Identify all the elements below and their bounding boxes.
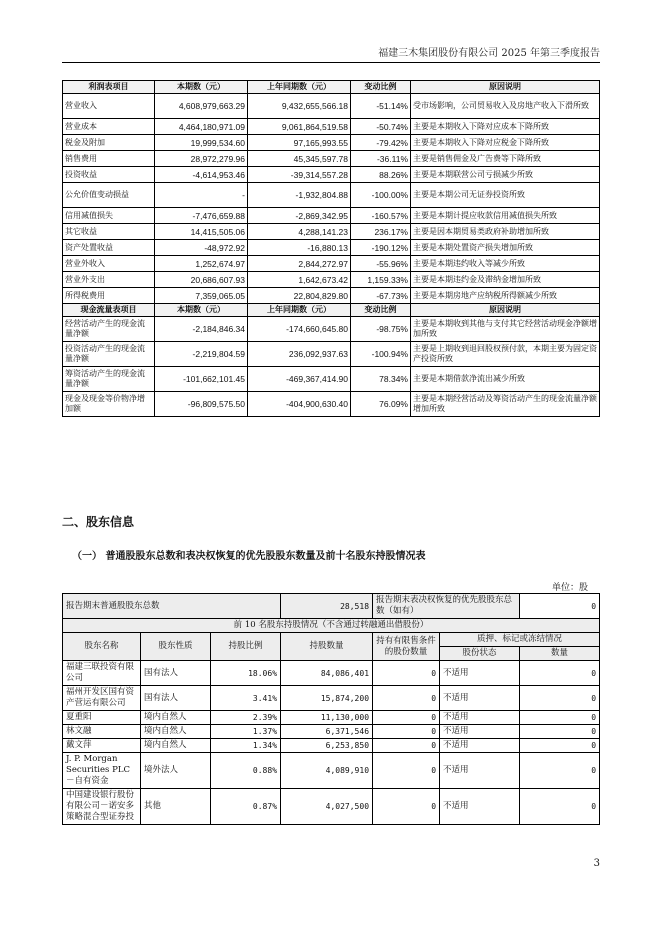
income-row: [63, 224, 600, 240]
restricted-shares: 0: [373, 725, 440, 739]
shareholder-row: [63, 711, 600, 725]
holding-quantity: 11,130,000: [281, 711, 373, 725]
col-header-ratio: 持股比例: [211, 633, 281, 661]
cashflow-header-cell: 本期数（元）: [155, 304, 248, 317]
income-header-cell: 上年同期数（元）: [248, 81, 351, 94]
income-current-amount: 19,999,534.60: [155, 135, 248, 151]
cashflow-prior-amount: -404,900,630.40: [248, 392, 351, 417]
section-title: 二、股东信息: [62, 515, 135, 529]
income-reason: 主要是本期收入下降对应税金下降所致: [411, 135, 600, 151]
pledge-quantity: 0: [520, 661, 600, 686]
cashflow-header-row: [63, 304, 600, 317]
preferred-shareholders-value: 0: [520, 594, 600, 619]
col-header-pledge: 质押、标记或冻结情况: [440, 633, 600, 647]
income-row: [63, 256, 600, 272]
income-change-ratio: -160.57%: [351, 208, 411, 224]
pledge-status: 不适用: [440, 686, 520, 711]
income-reason: 主要是本期联营公司亏损减少所致: [411, 167, 600, 183]
income-current-amount: -: [155, 183, 248, 208]
income-current-amount: 20,686,607.93: [155, 272, 248, 288]
income-item-name: 税金及附加: [63, 135, 155, 151]
shareholder-row: [63, 753, 600, 789]
cashflow-reason: 主要是本期收到其他与支付其它经营活动现金净额增加所致: [411, 317, 600, 342]
income-row: [63, 183, 600, 208]
pledge-quantity: 0: [520, 789, 600, 825]
income-prior-amount: 9,061,864,519.58: [248, 119, 351, 135]
holding-ratio: 0.87%: [211, 789, 281, 825]
cashflow-header-cell: 原因说明: [411, 304, 600, 317]
income-current-amount: 1,252,674.97: [155, 256, 248, 272]
income-row: [63, 167, 600, 183]
shareholder-name: 夏重阳: [63, 711, 141, 725]
col-header-name: 股东名称: [63, 633, 141, 661]
pledge-quantity: 0: [520, 725, 600, 739]
financial-changes-table: [62, 80, 600, 417]
cashflow-row: [63, 392, 600, 417]
income-current-amount: 4,608,979,663.29: [155, 94, 248, 119]
income-prior-amount: -39,314,557.28: [248, 167, 351, 183]
pledge-status: 不适用: [440, 739, 520, 753]
col-header-quantity: 持股数量: [281, 633, 373, 661]
income-prior-amount: 4,288,141.23: [248, 224, 351, 240]
income-row: [63, 208, 600, 224]
shareholder-name: J. P. Morgan Securities PLC－自有资金: [63, 753, 141, 789]
income-item-name: 营业外收入: [63, 256, 155, 272]
income-row: [63, 151, 600, 167]
income-row: [63, 288, 600, 304]
restricted-shares: 0: [373, 739, 440, 753]
holding-ratio: 3.41%: [211, 686, 281, 711]
pledge-quantity: 0: [520, 686, 600, 711]
holding-ratio: 2.39%: [211, 711, 281, 725]
income-prior-amount: -2,869,342.95: [248, 208, 351, 224]
shareholder-nature: 国有法人: [141, 686, 211, 711]
income-reason: 主要是本期违约金及滞纳金增加所致: [411, 272, 600, 288]
cashflow-reason: 主要是上期收到退回股权预付款，本期主要为固定资产投资所致: [411, 342, 600, 367]
income-current-amount: 14,415,505.06: [155, 224, 248, 240]
pledge-status: 不适用: [440, 753, 520, 789]
pledge-status: 不适用: [440, 661, 520, 686]
income-current-amount: 7,359,065.05: [155, 288, 248, 304]
cashflow-item-name: 经营活动产生的现金流量净额: [63, 317, 155, 342]
shareholder-nature: 境内自然人: [141, 711, 211, 725]
holding-quantity: 4,027,500: [281, 789, 373, 825]
top10-title: 前 10 名股东持股情况（不含通过转融通出借股份）: [63, 619, 600, 633]
cashflow-header-cell: 上年同期数（元）: [248, 304, 351, 317]
income-reason: 主要是本期收入下降对应成本下降所致: [411, 119, 600, 135]
income-reason: 主要是本期处置资产损失增加所致: [411, 240, 600, 256]
income-change-ratio: 88.26%: [351, 167, 411, 183]
cashflow-item-name: 筹资活动产生的现金流量净额: [63, 367, 155, 392]
income-change-ratio: -55.96%: [351, 256, 411, 272]
holding-ratio: 18.06%: [211, 661, 281, 686]
income-row: [63, 272, 600, 288]
cashflow-change-ratio: 76.09%: [351, 392, 411, 417]
cashflow-row: [63, 367, 600, 392]
income-prior-amount: 9,432,655,566.18: [248, 94, 351, 119]
restricted-shares: 0: [373, 753, 440, 789]
section-subtitle: （一） 普通股股东总数和表决权恢复的优先股股东数量及前十名股东持股情况表: [72, 551, 426, 562]
pledge-quantity: 0: [520, 711, 600, 725]
cashflow-current-amount: -96,809,575.50: [155, 392, 248, 417]
cashflow-current-amount: -2,219,804.59: [155, 342, 248, 367]
income-item-name: 资产处置收益: [63, 240, 155, 256]
cashflow-row: [63, 342, 600, 367]
shareholder-name: 中国建设银行股份有限公司－诺安多策略混合型证券投: [63, 789, 141, 825]
income-reason: 主要是本期违约收入等减少所致: [411, 256, 600, 272]
shareholder-row: [63, 661, 600, 686]
shareholder-nature: 境内自然人: [141, 725, 211, 739]
income-header-cell: 本期数（元）: [155, 81, 248, 94]
col-header-pledge-qty: 数量: [520, 647, 600, 661]
restricted-shares: 0: [373, 789, 440, 825]
income-prior-amount: 45,345,597.78: [248, 151, 351, 167]
income-row: [63, 135, 600, 151]
income-current-amount: -48,972.92: [155, 240, 248, 256]
income-item-name: 营业外支出: [63, 272, 155, 288]
shareholder-nature: 国有法人: [141, 661, 211, 686]
income-item-name: 其它收益: [63, 224, 155, 240]
income-prior-amount: 22,804,829.80: [248, 288, 351, 304]
income-prior-amount: 1,642,673.42: [248, 272, 351, 288]
income-item-name: 销售费用: [63, 151, 155, 167]
holding-ratio: 1.37%: [211, 725, 281, 739]
holding-ratio: 1.34%: [211, 739, 281, 753]
header-divider: [62, 62, 600, 63]
income-change-ratio: -79.42%: [351, 135, 411, 151]
income-current-amount: 28,972,279.96: [155, 151, 248, 167]
income-header-row: [63, 81, 600, 94]
page-number: 3: [593, 858, 600, 869]
pledge-status: 不适用: [440, 725, 520, 739]
income-row: [63, 119, 600, 135]
cashflow-prior-amount: -174,660,645.80: [248, 317, 351, 342]
income-reason: 主要是销售佣金及广告费等下降所致: [411, 151, 600, 167]
income-change-ratio: -190.12%: [351, 240, 411, 256]
income-change-ratio: -50.74%: [351, 119, 411, 135]
top10-title-row: [63, 619, 600, 633]
income-prior-amount: -1,932,804.88: [248, 183, 351, 208]
cashflow-prior-amount: -469,367,414.90: [248, 367, 351, 392]
holding-ratio: 0.88%: [211, 753, 281, 789]
shareholder-row: [63, 686, 600, 711]
cashflow-change-ratio: -98.75%: [351, 317, 411, 342]
shareholder-name: 福州开发区国有资产营运有限公司: [63, 686, 141, 711]
income-current-amount: 4,464,180,971.09: [155, 119, 248, 135]
shareholder-name: 林文融: [63, 725, 141, 739]
income-change-ratio: -51.14%: [351, 94, 411, 119]
income-item-name: 营业收入: [63, 94, 155, 119]
shareholder-header-row-1: [63, 633, 600, 647]
cashflow-current-amount: -2,184,846.34: [155, 317, 248, 342]
shareholder-row: [63, 789, 600, 825]
income-reason: 主要是因本期贸易类政府补助增加所致: [411, 224, 600, 240]
col-header-nature: 股东性质: [141, 633, 211, 661]
income-item-name: 投资收益: [63, 167, 155, 183]
shareholder-table: [62, 593, 600, 825]
cashflow-item-name: 现金及现金等价物净增加额: [63, 392, 155, 417]
income-reason: 主要是本期计提应收款信用减值损失所致: [411, 208, 600, 224]
pledge-quantity: 0: [520, 753, 600, 789]
pledge-status: 不适用: [440, 711, 520, 725]
cashflow-change-ratio: -100.94%: [351, 342, 411, 367]
cashflow-reason: 主要是本期借款净流出减少所致: [411, 367, 600, 392]
income-current-amount: -7,476,659.88: [155, 208, 248, 224]
income-reason: 主要是本期公司无证券投资所致: [411, 183, 600, 208]
income-item-name: 营业成本: [63, 119, 155, 135]
shareholder-nature: 境内自然人: [141, 739, 211, 753]
income-change-ratio: 236.17%: [351, 224, 411, 240]
pledge-status: 不适用: [440, 789, 520, 825]
cashflow-header-cell: 现金流量表项目: [63, 304, 155, 317]
cashflow-item-name: 投资活动产生的现金流量净额: [63, 342, 155, 367]
income-row: [63, 240, 600, 256]
holding-quantity: 6,253,850: [281, 739, 373, 753]
income-prior-amount: -16,880.13: [248, 240, 351, 256]
income-reason: 受市场影响，公司贸易收入及房地产收入下滑所致: [411, 94, 600, 119]
income-reason: 主要是本期房地产应纳税所得额减少所致: [411, 288, 600, 304]
income-header-cell: 原因说明: [411, 81, 600, 94]
cashflow-prior-amount: 236,092,937.63: [248, 342, 351, 367]
income-item-name: 信用减值损失: [63, 208, 155, 224]
income-prior-amount: 2,844,272.97: [248, 256, 351, 272]
cashflow-header-cell: 变动比例: [351, 304, 411, 317]
total-shareholders-label: 报告期末普通股股东总数: [63, 594, 281, 619]
income-change-ratio: 1,159.33%: [351, 272, 411, 288]
restricted-shares: 0: [373, 686, 440, 711]
shareholder-nature: 境外法人: [141, 753, 211, 789]
income-current-amount: -4,614,953.46: [155, 167, 248, 183]
shareholder-nature: 其他: [141, 789, 211, 825]
shareholder-row: [63, 739, 600, 753]
holding-quantity: 15,874,200: [281, 686, 373, 711]
income-change-ratio: -67.73%: [351, 288, 411, 304]
col-header-restricted: 持有有限售条件的股份数量: [373, 633, 440, 661]
holding-quantity: 4,089,910: [281, 753, 373, 789]
shareholder-name: 戴文萍: [63, 739, 141, 753]
income-header-cell: 利润表项目: [63, 81, 155, 94]
cashflow-reason: 主要是本期经营活动及筹资活动产生的现金流量净额增加所致: [411, 392, 600, 417]
total-shareholders-value: 28,518: [281, 594, 373, 619]
report-header-title: 福建三木集团股份有限公司 2025 年第三季度报告: [378, 48, 600, 59]
restricted-shares: 0: [373, 661, 440, 686]
shareholder-name: 福建三联投资有限公司: [63, 661, 141, 686]
restricted-shares: 0: [373, 711, 440, 725]
pledge-quantity: 0: [520, 739, 600, 753]
income-change-ratio: -100.00%: [351, 183, 411, 208]
holding-quantity: 84,086,401: [281, 661, 373, 686]
income-item-name: 所得税费用: [63, 288, 155, 304]
income-change-ratio: -36.11%: [351, 151, 411, 167]
cashflow-row: [63, 317, 600, 342]
unit-label: 单位：股: [551, 583, 588, 593]
total-shareholders-row: [63, 594, 600, 619]
preferred-shareholders-label: 报告期末表决权恢复的优先股股东总数（如有）: [373, 594, 520, 619]
income-header-cell: 变动比例: [351, 81, 411, 94]
cashflow-change-ratio: 78.34%: [351, 367, 411, 392]
shareholder-row: [63, 725, 600, 739]
col-header-pledge-status: 股份状态: [440, 647, 520, 661]
cashflow-current-amount: -101,662,101.45: [155, 367, 248, 392]
income-item-name: 公允价值变动损益: [63, 183, 155, 208]
holding-quantity: 6,371,546: [281, 725, 373, 739]
income-prior-amount: 97,165,993.55: [248, 135, 351, 151]
income-row: [63, 94, 600, 119]
